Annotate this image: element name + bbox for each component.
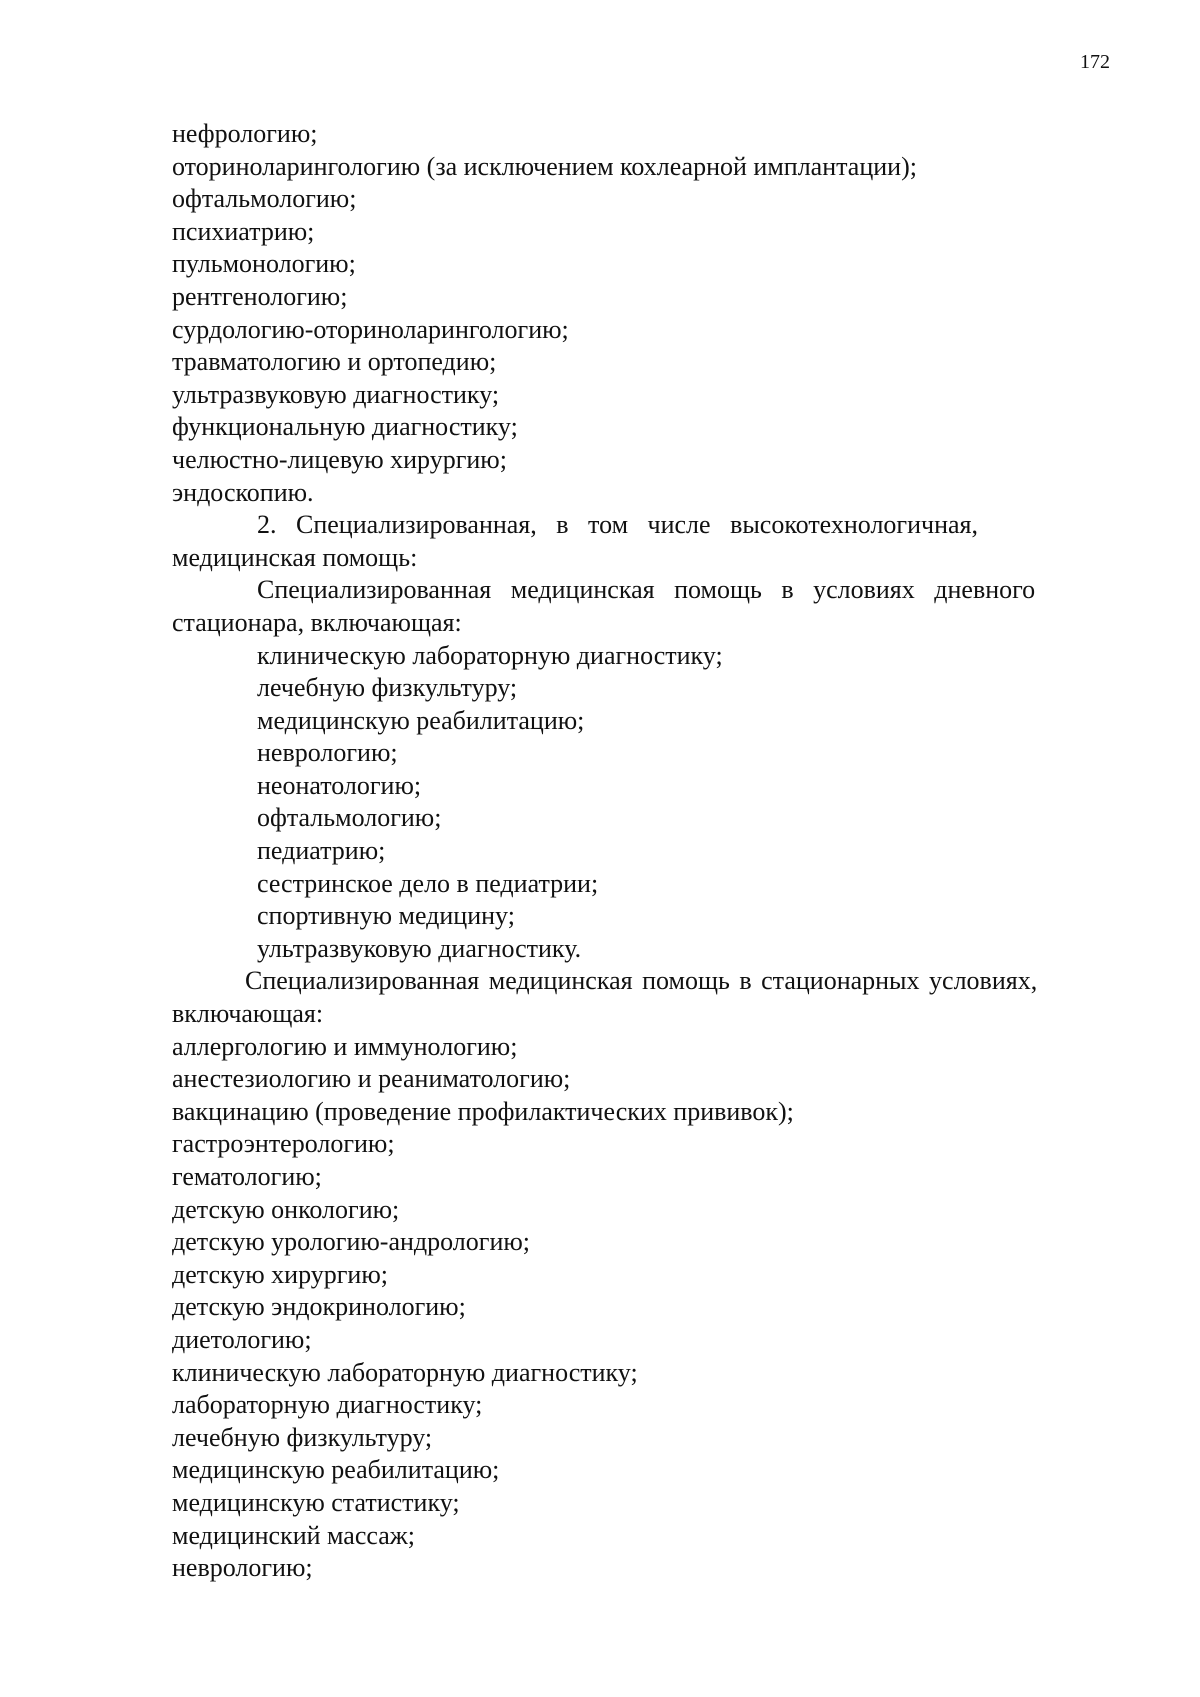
list-item: эндоскопию. xyxy=(172,477,314,507)
list-item: лабораторную диагностику; xyxy=(172,1390,483,1420)
list-item: неврологию; xyxy=(257,738,398,768)
list-item: медицинскую статистику; xyxy=(172,1487,460,1517)
day-hospital-text: Специализированная медицинская помощь в условиях дневного xyxy=(257,575,1036,605)
list-item: функциональную диагностику; xyxy=(172,412,518,442)
list-item: медицинский массаж; xyxy=(172,1520,415,1550)
list-item: нефрологию; xyxy=(172,119,318,148)
list-item: педиатрию; xyxy=(257,836,386,866)
list-item: офтальмологию; xyxy=(257,803,442,833)
list-item: диетологию; xyxy=(172,1324,312,1354)
inpatient-paragraph-line1: Специализированная медицинская помощь в стационарных условиях, xyxy=(245,966,1038,996)
list-item: клиническую лабораторную диагностику; xyxy=(257,640,723,670)
list-item: гематологию; xyxy=(172,1162,322,1191)
page-number: 172 xyxy=(1080,51,1110,73)
list-item: аллергологию и иммунологию; xyxy=(172,1031,518,1061)
list-item: детскую эндокринологию; xyxy=(172,1292,466,1322)
list-item: рентгенологию; xyxy=(172,281,348,311)
list-item: анестезиологию и реаниматологию; xyxy=(172,1064,571,1094)
list-item: детскую хирургию; xyxy=(172,1259,388,1289)
list-item: ультразвуковую диагностику; xyxy=(172,379,500,409)
list-item: пульмонологию; xyxy=(172,249,356,279)
section-2-heading-line1: 2. Специализированная, в том числе высокотехнологичная, xyxy=(257,510,978,540)
day-hospital-paragraph-line2: стационара, включающая: xyxy=(172,607,462,637)
list-item: гастроэнтерологию; xyxy=(172,1129,395,1159)
list-item: оториноларингологию (за исключением кохлеарной имплантации); xyxy=(172,151,917,181)
list-day-hospital-profiles xyxy=(172,640,1107,966)
inpatient-paragraph-line2: включающая: xyxy=(172,999,324,1029)
list-item: детскую урологию-андрологию; xyxy=(172,1227,531,1257)
section-2-heading-line2: медицинская помощь: xyxy=(172,542,418,572)
list-item: сурдологию-оториноларингологию; xyxy=(172,314,569,344)
list-item: клиническую лабораторную диагностику; xyxy=(172,1357,638,1387)
list-item: медицинскую реабилитацию; xyxy=(172,1455,500,1485)
list-item: медицинскую реабилитацию; xyxy=(257,705,585,735)
list-item: неонатологию; xyxy=(257,770,422,800)
list-inpatient-profiles xyxy=(172,1031,1107,1585)
document-body xyxy=(172,118,1107,1585)
list-item: челюстно-лицевую хирургию; xyxy=(172,444,507,474)
list-item: сестринское дело в педиатрии; xyxy=(257,868,599,898)
list-item: травматологию и ортопедию; xyxy=(172,347,497,377)
list-outpatient-profiles xyxy=(172,118,1107,509)
list-item: спортивную медицину; xyxy=(257,901,515,931)
list-item: неврологию; xyxy=(172,1553,313,1583)
list-item: офтальмологию; xyxy=(172,184,357,214)
list-item: лечебную физкультуру; xyxy=(172,1422,433,1452)
list-item: ультразвуковую диагностику. xyxy=(257,933,582,963)
list-item: детскую онкологию; xyxy=(172,1194,400,1224)
list-item: психиатрию; xyxy=(172,216,315,246)
list-item: вакцинацию (проведение профилактических прививок); xyxy=(172,1096,794,1126)
list-item: лечебную физкультуру; xyxy=(257,673,518,703)
day-hospital-paragraph-line1 xyxy=(172,574,1107,607)
